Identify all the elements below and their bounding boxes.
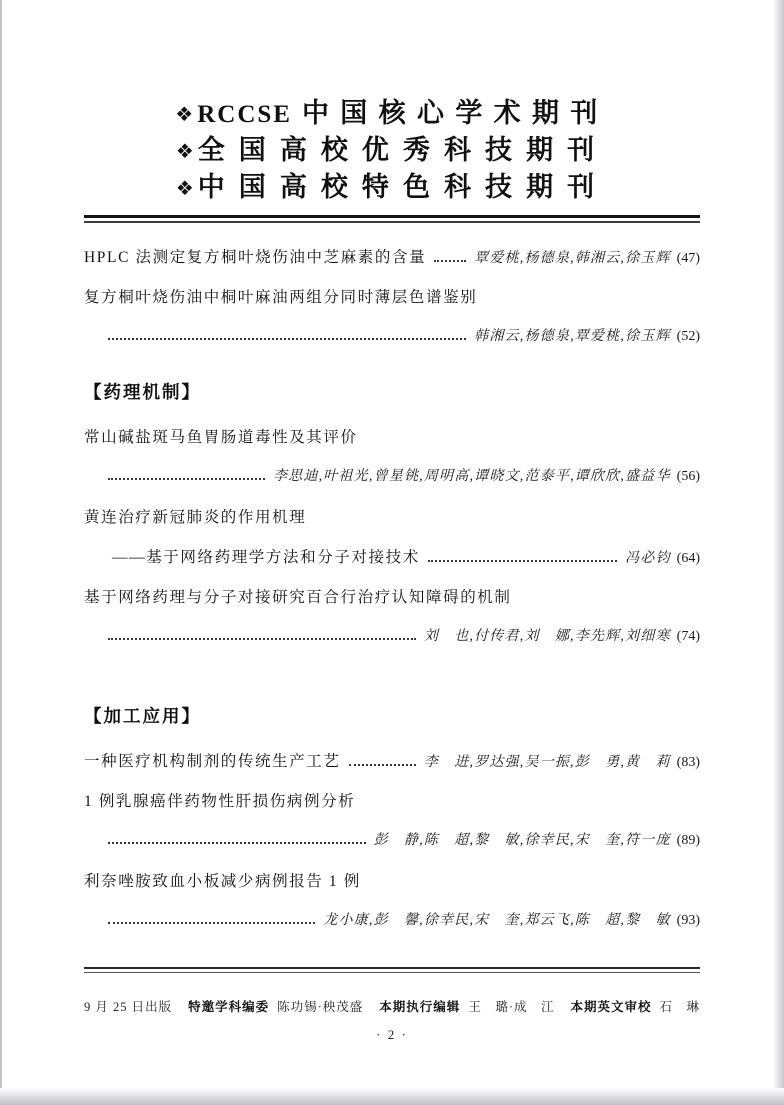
toc-entry-title [84, 789, 700, 811]
header-rule [84, 215, 700, 223]
article-title: 利奈唑胺致血小板减少病例报告 1 例 [84, 873, 361, 890]
dot-leader [428, 550, 617, 562]
toc-entry-title [84, 585, 700, 607]
article-page: (89) [676, 833, 700, 848]
toc-entry-authors [84, 625, 700, 647]
article-authors: 覃爱桃,杨德泉,韩湘云,徐玉辉 [474, 251, 671, 266]
article-title: 基于网络药理与分子对接研究百合行治疗认知障碍的机制 [84, 589, 512, 606]
article-authors: 韩湘云,杨德泉,覃爱桃,徐玉辉 [474, 329, 671, 344]
page-number: · 2 · [376, 1027, 408, 1042]
toc-entry-title [84, 425, 700, 447]
article-title: HPLC 法测定复方桐叶烧伤油中芝麻素的含量 [84, 249, 427, 266]
article-page: (47) [676, 251, 700, 266]
toc-entry-authors [84, 829, 700, 851]
footer-label: 特邀学科编委 [188, 1000, 270, 1014]
article-title: 1 例乳腺癌伴药物性肝损伤病例分析 [84, 793, 356, 810]
accolade-box [84, 96, 700, 207]
article-page: (56) [676, 469, 700, 484]
section-label: 【加工应用】 [84, 706, 201, 726]
footer-value: 石 琳 [659, 1000, 700, 1014]
dot-leader [108, 628, 416, 640]
section-heading-pharmacology [84, 379, 700, 403]
toc-entry-authors [84, 465, 700, 487]
footer-label: 本期英文审校 [570, 1000, 652, 1014]
section-heading-processing [84, 703, 700, 727]
dot-leader [349, 754, 416, 766]
article-authors: 冯必钧 [625, 551, 671, 566]
rosette-icon: ❖ [175, 141, 194, 163]
toc-entry [84, 245, 700, 267]
article-page: (64) [676, 551, 700, 566]
toc-entry [84, 749, 700, 771]
footer-value: 陈功锡·秧茂盛 [277, 1000, 364, 1014]
article-authors: 李思迪,叶祖光,曾星铫,周明高,谭晓文,范泰平,谭欣欣,盛益华 [272, 469, 671, 484]
toc-entry-authors [84, 909, 700, 931]
article-authors: 刘 也,付传君,刘 娜,李先辉,刘细寒 [423, 629, 671, 644]
accolade-line [84, 170, 700, 207]
footer-colophon [84, 997, 700, 1015]
dot-leader [108, 832, 366, 844]
article-title: 黄连治疗新冠肺炎的作用机理 [84, 509, 307, 526]
footer-value: 王 璐·成 江 [468, 1000, 555, 1014]
table-of-contents [84, 223, 700, 931]
toc-entry-title [84, 505, 700, 527]
scan-edge-right [773, 0, 784, 1105]
scan-edge-left [0, 0, 2, 1105]
footer-item [188, 997, 363, 1015]
rosette-icon: ❖ [175, 178, 194, 200]
toc-entry-title [84, 285, 700, 307]
article-authors: 李 进,罗达强,吴一振,彭 勇,黄 莉 [423, 755, 671, 770]
dot-leader [108, 328, 466, 340]
article-title: 常山碱盐斑马鱼胃肠道毒性及其评价 [84, 429, 358, 446]
toc-entry-title [84, 869, 700, 891]
article-subtitle: ——基于网络药理学方法和分子对接技术 [112, 549, 420, 566]
toc-entry-authors [84, 325, 700, 347]
article-page: (52) [676, 329, 700, 344]
accolade-line [84, 96, 700, 133]
accolade-latin: RCCSE [197, 101, 292, 128]
article-authors: 龙小康,彭 馨,徐幸民,宋 奎,郑云飞,陈 超,黎 敏 [323, 913, 671, 928]
article-page: (74) [676, 629, 700, 644]
article-authors: 彭 静,陈 超,黎 敏,徐幸民,宋 奎,符一庞 [373, 833, 671, 848]
dot-leader [434, 250, 466, 262]
article-title: 一种医疗机构制剂的传统生产工艺 [84, 753, 341, 770]
rosette-icon: ❖ [175, 104, 194, 126]
article-page: (83) [676, 755, 700, 770]
dot-leader [108, 912, 315, 924]
accolade-text: 中国核心学术期刊 [301, 98, 609, 128]
footer-label: 本期执行编辑 [379, 1000, 461, 1014]
accolade-line [84, 133, 700, 170]
toc-entry-subtitle [84, 545, 700, 567]
footer-item [379, 997, 554, 1015]
footer-item [570, 997, 700, 1015]
footer-rule [84, 967, 700, 973]
dot-leader [108, 468, 265, 480]
accolade-text: 中国高校特色科技期刊 [197, 172, 609, 202]
publish-date: 9 月 25 日出版 [84, 1000, 173, 1014]
article-page: (93) [676, 913, 700, 928]
article-title: 复方桐叶烧伤油中桐叶麻油两组分同时薄层色谱鉴别 [84, 289, 478, 306]
accolade-text: 全国高校优秀科技期刊 [197, 135, 609, 165]
section-label: 【药理机制】 [84, 382, 201, 402]
scan-edge-bottom [0, 1088, 784, 1105]
